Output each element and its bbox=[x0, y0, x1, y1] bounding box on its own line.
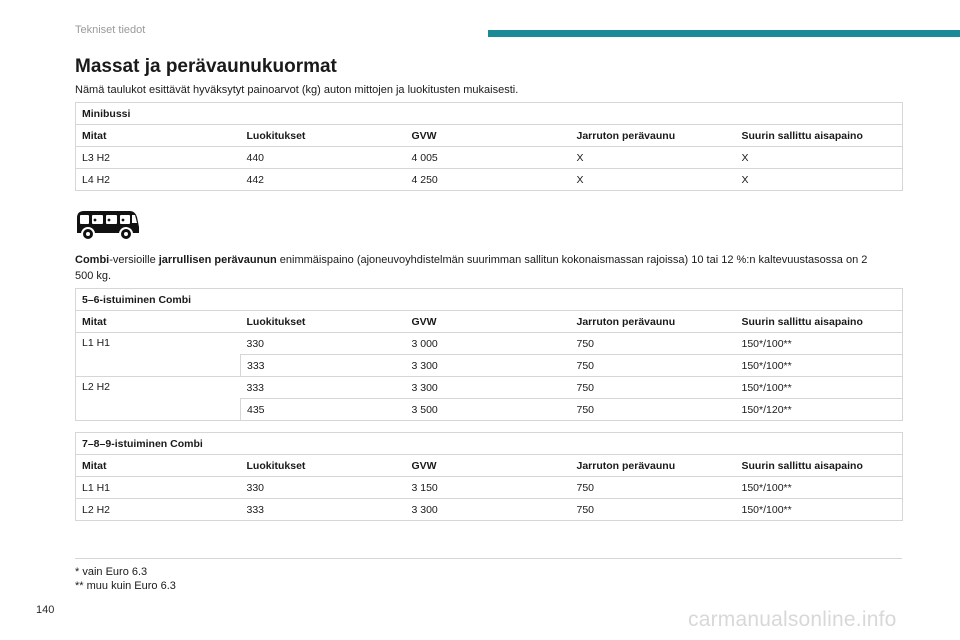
table-cell: 3 500 bbox=[406, 399, 571, 421]
column-header: GVW bbox=[406, 311, 571, 333]
footnotes bbox=[75, 565, 176, 593]
table-cell: 150*/120** bbox=[736, 399, 903, 421]
table-cell: 4 250 bbox=[406, 169, 571, 191]
table-cell: 750 bbox=[571, 477, 736, 499]
table-cell: 750 bbox=[571, 377, 736, 399]
column-header: Suurin sallittu aisapaino bbox=[736, 125, 903, 147]
table-cell: L2 H2 bbox=[76, 499, 241, 521]
column-header: Luokitukset bbox=[241, 455, 406, 477]
table-caption: 5–6-istuiminen Combi bbox=[76, 289, 903, 311]
table-cell: X bbox=[571, 147, 736, 169]
intro-text: Nämä taulukot esittävät hyväksytyt painoarvot (kg) auton mittojen ja luokitusten mukaisesti. bbox=[75, 84, 519, 96]
table-cell: 750 bbox=[571, 355, 736, 377]
table-cell: 442 bbox=[241, 169, 406, 191]
table-cell: 750 bbox=[571, 399, 736, 421]
column-header: Jarruton perävaunu bbox=[571, 311, 736, 333]
table-cell: 330 bbox=[241, 477, 406, 499]
column-header: Mitat bbox=[76, 125, 241, 147]
column-header: GVW bbox=[406, 125, 571, 147]
page-title: Massat ja perävaunukuormat bbox=[75, 56, 337, 77]
table-row bbox=[76, 477, 903, 499]
column-header: GVW bbox=[406, 455, 571, 477]
table-cell: 4 005 bbox=[406, 147, 571, 169]
minibus-table bbox=[75, 102, 903, 191]
table-row bbox=[76, 333, 903, 355]
table-cell: 333 bbox=[241, 355, 406, 377]
table-row bbox=[76, 169, 903, 191]
table-cell: X bbox=[571, 169, 736, 191]
table-cell: 150*/100** bbox=[736, 499, 903, 521]
page-number: 140 bbox=[36, 604, 55, 616]
table-cell: 330 bbox=[241, 333, 406, 355]
section-label: Tekniset tiedot bbox=[75, 24, 146, 36]
table-row bbox=[76, 499, 903, 521]
table-cell: 3 300 bbox=[406, 377, 571, 399]
minibus-icon bbox=[75, 206, 141, 242]
braked-trailer-label: jarrullisen perävaunun bbox=[158, 254, 277, 266]
column-header: Luokitukset bbox=[241, 311, 406, 333]
table-cell: L1 H1 bbox=[76, 333, 241, 377]
table-caption: 7–8–9-istuiminen Combi bbox=[76, 433, 903, 455]
table-cell: 333 bbox=[241, 499, 406, 521]
table-cell: X bbox=[736, 169, 903, 191]
column-header: Luokitukset bbox=[241, 125, 406, 147]
table-cell: 150*/100** bbox=[736, 333, 903, 355]
combi-towing-note bbox=[75, 252, 875, 284]
table-cell: 3 150 bbox=[406, 477, 571, 499]
table-cell: L2 H2 bbox=[76, 377, 241, 421]
table-header-row bbox=[76, 125, 903, 147]
table-header-row bbox=[76, 311, 903, 333]
table-cell: 3 300 bbox=[406, 499, 571, 521]
table-header-row bbox=[76, 455, 903, 477]
table-cell: 3 000 bbox=[406, 333, 571, 355]
footnote: * vain Euro 6.3 bbox=[75, 566, 148, 578]
column-header: Jarruton perävaunu bbox=[571, 125, 736, 147]
note-text: enimmäispaino (ajoneuvoyhdistelmän suurimman sallitun kokonaismassan rajoissa) 10 tai 12 %:n kaltevuustasossa on 2 500 kg. bbox=[75, 254, 868, 282]
note-text: -versioille bbox=[109, 254, 159, 266]
table-cell: 150*/100** bbox=[736, 377, 903, 399]
column-header: Mitat bbox=[76, 311, 241, 333]
combi-label: Combi bbox=[75, 254, 110, 266]
table-cell: 750 bbox=[571, 499, 736, 521]
footnote: ** muu kuin Euro 6.3 bbox=[75, 580, 176, 592]
table-cell: 750 bbox=[571, 333, 736, 355]
table-cell: L3 H2 bbox=[76, 147, 241, 169]
table-cell: 150*/100** bbox=[736, 355, 903, 377]
table-row bbox=[76, 147, 903, 169]
table-cell: 3 300 bbox=[406, 355, 571, 377]
watermark: carmanualsonline.info bbox=[688, 608, 897, 631]
table-cell: X bbox=[736, 147, 903, 169]
combi-5-6-table bbox=[75, 288, 903, 421]
footnote-divider bbox=[75, 558, 902, 559]
table-cell: 333 bbox=[241, 377, 406, 399]
table-row bbox=[76, 377, 903, 399]
table-caption: Minibussi bbox=[76, 103, 903, 125]
table-cell: L4 H2 bbox=[76, 169, 241, 191]
table-cell: 440 bbox=[241, 147, 406, 169]
column-header: Jarruton perävaunu bbox=[571, 455, 736, 477]
header-accent-bar bbox=[488, 30, 960, 37]
column-header: Mitat bbox=[76, 455, 241, 477]
table-cell: 150*/100** bbox=[736, 477, 903, 499]
column-header: Suurin sallittu aisapaino bbox=[736, 455, 903, 477]
table-cell: L1 H1 bbox=[76, 477, 241, 499]
column-header: Suurin sallittu aisapaino bbox=[736, 311, 903, 333]
table-cell: 435 bbox=[241, 399, 406, 421]
combi-7-8-9-table bbox=[75, 432, 903, 521]
